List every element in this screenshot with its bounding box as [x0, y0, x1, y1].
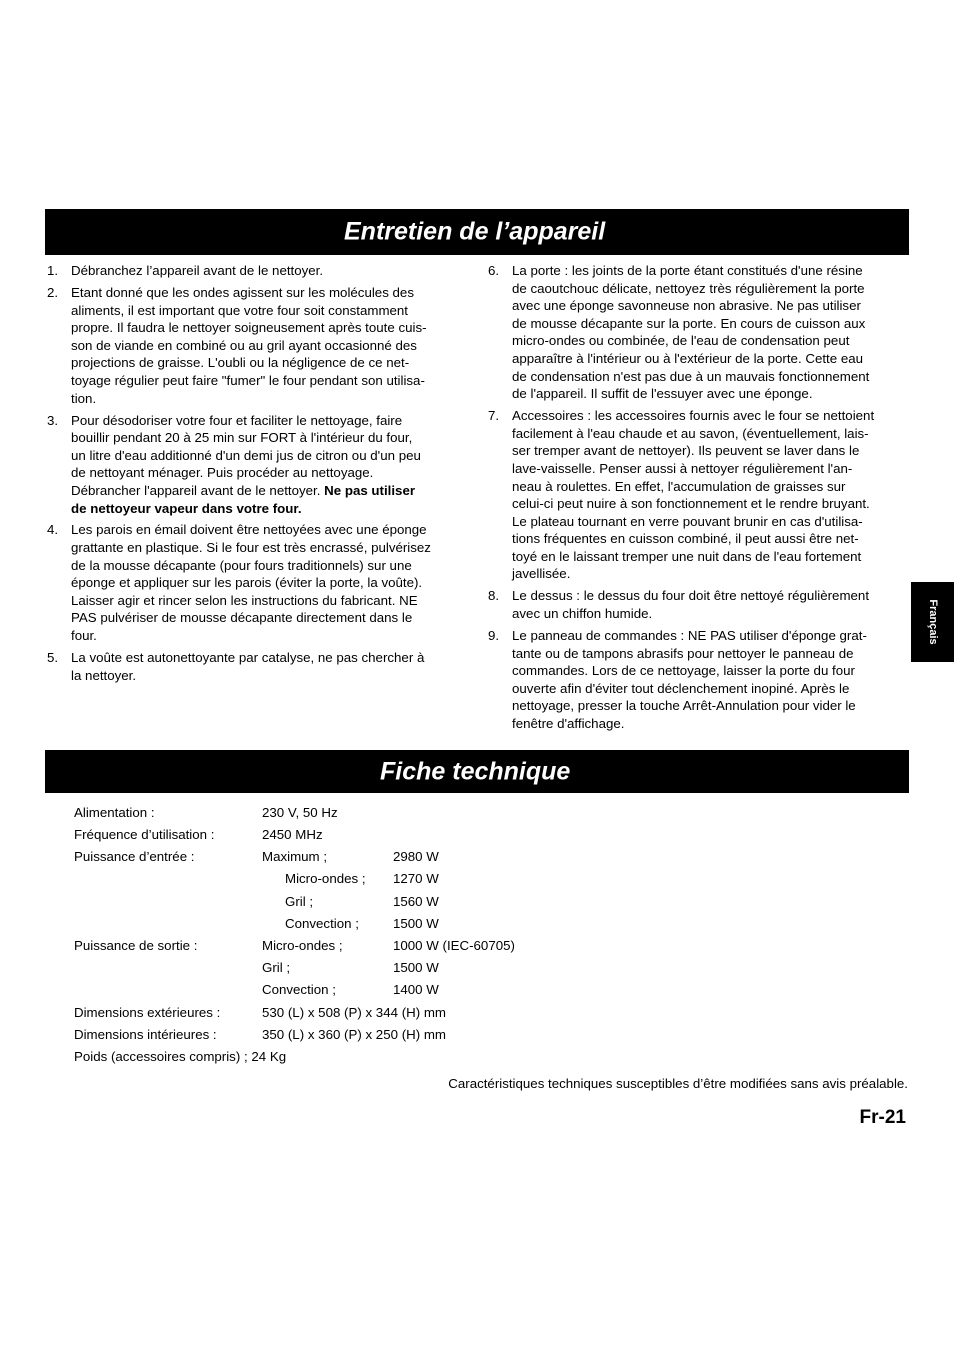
text-line: four. [71, 628, 97, 644]
item-number: 4. [47, 522, 59, 538]
text-line: javellisée. [512, 566, 571, 582]
text-line: tion. [71, 390, 97, 406]
item-number: 2. [47, 284, 59, 300]
item-number: 6. [488, 263, 500, 278]
text-line: ouverte afin d'éviter tout déclenchement inopiné. Après le [512, 680, 850, 696]
text-line: apparaître à l'intérieur ou à l'extérieur de la porte. Cette eau [512, 350, 864, 366]
text-fragment: Débrancher l'appareil avant de le nettoyer. [71, 482, 325, 498]
text-line: fenêtre d'affichage. [512, 716, 625, 732]
section-title: Fiche technique [380, 757, 571, 785]
spec-label: Dimensions intérieures : [74, 1027, 217, 1042]
text-line: de l'appareil. Il suffit de l'essuyer avec une éponge. [512, 386, 813, 402]
text-line: Le plateau tournant en verre pouvant brunir en cas d'utilisa- [512, 513, 863, 529]
spec-value: 1270 W [393, 871, 439, 886]
text-line: propre. Il faudra le nettoyer soigneusement après toute cuis- [71, 320, 427, 336]
spec-sublabel: Maximum ; [262, 849, 328, 864]
text-line: Le panneau de commandes : NE PAS utiliser d'éponge grat- [512, 628, 867, 644]
warning-text: de nettoyeur vapeur dans votre four. [71, 500, 302, 516]
text-line: PAS pulvériser de mousse décapante directement dans le [71, 610, 413, 626]
text-line: grattante en plastique. Si le four est très encrassé, pulvérisez [71, 540, 431, 556]
section-title: Entretien de l’appareil [344, 217, 606, 246]
item-text [512, 262, 908, 403]
text-line: lave-vaisselle. Penser aussi à nettoyer régulièrement l'an- [512, 460, 853, 476]
text-line: La porte : les joints de la porte étant constitués d'une résine [512, 263, 863, 278]
list-item [488, 407, 908, 583]
text-line: Débranchez l’appareil avant de le nettoyer. [71, 263, 324, 278]
text-line: micro-ondes ou combinée, de l'eau de condensation peut [512, 333, 850, 349]
item-text [512, 407, 908, 583]
language-tab [911, 582, 954, 662]
text-line: facilement à l'eau chaude et au savon, (éventuellement, lais- [512, 425, 869, 441]
item-number: 7. [488, 408, 500, 424]
section-title-banner [45, 209, 909, 255]
spec-value: 350 (L) x 360 (P) x 250 (H) mm [262, 1027, 446, 1042]
text-line: Pour désodoriser votre four et faciliter le nettoyage, faire [71, 412, 403, 428]
list-item [47, 521, 467, 644]
text-line: de nettoyant ménager. Puis procéder au nettoyage. [71, 465, 374, 481]
item-text [71, 521, 467, 644]
text-line: avec un chiffon humide. [512, 606, 653, 622]
item-text [71, 284, 467, 407]
text-line: Etant donné que les ondes agissent sur les molécules des [71, 284, 414, 300]
item-text [71, 262, 467, 280]
spec-value: 230 V, 50 Hz [262, 805, 338, 820]
text-line [71, 482, 467, 500]
text-line: Le dessus : le dessus du four doit être nettoyé régulièrement [512, 588, 870, 604]
section-title-banner [45, 750, 909, 793]
item-text [512, 627, 908, 733]
spec-sublabel: Gril ; [285, 894, 314, 909]
spec-value: 1500 W [393, 916, 439, 931]
list-item [488, 262, 908, 403]
spec-sublabel: Convection ; [262, 982, 336, 997]
text-line: La voûte est autonettoyante par catalyse, ne pas chercher à [71, 650, 425, 666]
text-line: toyé en le laissant tremper une nuit dans de l'eau fortement [512, 548, 862, 564]
disclaimer-note: Caractéristiques techniques susceptibles d’être modifiées sans avis préalable. [448, 1076, 908, 1091]
warning-text: Ne pas utiliser [324, 482, 416, 498]
text-line: tante ou de tampons abrasifs pour nettoyer le panneau de [512, 645, 854, 661]
spec-sublabel: Convection ; [285, 916, 359, 931]
spec-label: Dimensions extérieures : [74, 1005, 221, 1020]
list-item [488, 627, 908, 733]
item-number: 8. [488, 588, 500, 604]
text-line: celui-ci peut nuire à son fonctionnement et le rendre bruyant. [512, 496, 870, 512]
text-line: la nettoyer. [71, 667, 137, 683]
spec-value: 1560 W [393, 894, 439, 909]
item-number: 5. [47, 650, 59, 666]
language-tab-label: Français [926, 599, 939, 645]
spec-value: 1400 W [393, 982, 439, 997]
text-line: de condensation n'est pas due à un mauvais fonctionnement [512, 368, 870, 384]
spec-label: Puissance de sortie : [74, 938, 198, 953]
text-line: toyage régulier peut faire "fumer" le four pendant son utilisa- [71, 372, 425, 388]
item-number: 1. [47, 263, 59, 278]
text-line: éponge et appliquer sur les parois (éviter la porte, la voûte). [71, 575, 423, 591]
item-text [512, 587, 908, 622]
text-line: Laisser agir et rincer selon les instructions du fabricant. NE [71, 592, 418, 608]
item-number: 3. [47, 412, 59, 428]
item-text [71, 412, 467, 518]
text-line: ser tremper avant de nettoyer). Ils peuvent se laver dans le [512, 443, 860, 459]
spec-sublabel: Micro-ondes ; [285, 871, 366, 886]
spec-label: Fréquence d’utilisation : [74, 827, 215, 842]
text-line: son de viande en combiné ou au gril ayant occasionné des [71, 337, 417, 353]
spec-label: Alimentation : [74, 805, 155, 820]
text-line: de caoutchouc délicate, nettoyez très régulièrement la porte [512, 280, 865, 296]
list-item [47, 284, 467, 407]
item-text [71, 649, 467, 684]
text-line: avec une éponge savonneuse non abrasive. Ne pas utiliser [512, 298, 861, 314]
spec-weight: Poids (accessoires compris) ; 24 Kg [74, 1049, 287, 1064]
text-line: aliments, il est important que votre four soit constamment [71, 302, 408, 318]
page-number: Fr-21 [859, 1107, 906, 1128]
text-line: de mousse décapante sur la porte. En cours de cuisson aux [512, 315, 866, 331]
spec-sublabel: Gril ; [262, 960, 291, 975]
spec-sublabel: Micro-ondes ; [262, 938, 343, 953]
text-line: bouillir pendant 20 à 25 min sur FORT à l'intérieur du four, [71, 430, 413, 446]
list-item [47, 649, 467, 684]
text-line: projections de graisse. L'oubli ou la négligence de ce net- [71, 355, 410, 371]
list-item [47, 412, 467, 518]
spec-value: 2980 W [393, 849, 439, 864]
left-column [47, 262, 467, 689]
text-line: neau à roulettes. En effet, l'accumulation de graisses sur [512, 478, 846, 494]
text-line: Accessoires : les accessoires fournis avec le four se nettoient [512, 408, 875, 424]
text-line: nettoyage, presser la touche Arrêt-Annulation pour vider le [512, 698, 856, 714]
text-line: de la mousse décapante (pour fours traditionnels) sur une [71, 557, 412, 573]
right-column [488, 262, 908, 737]
spec-value: 2450 MHz [262, 827, 323, 842]
text-line: tions fréquentes en cuisson combiné, il peut aussi être net- [512, 531, 859, 547]
spec-label: Puissance d’entrée : [74, 849, 195, 864]
item-number: 9. [488, 628, 500, 644]
list-item [488, 587, 908, 622]
spec-value: 530 (L) x 508 (P) x 344 (H) mm [262, 1005, 446, 1020]
spec-value: 1000 W (IEC-60705) [393, 938, 515, 953]
spec-value: 1500 W [393, 960, 439, 975]
text-line: un litre d'eau additionné d'un demi jus de citron ou d'un peu [71, 447, 421, 463]
list-item [47, 262, 467, 280]
text-line: commandes. Lors de ce nettoyage, laisser la porte du four [512, 663, 855, 679]
text-line: Les parois en émail doivent être nettoyées avec une éponge [71, 522, 427, 538]
